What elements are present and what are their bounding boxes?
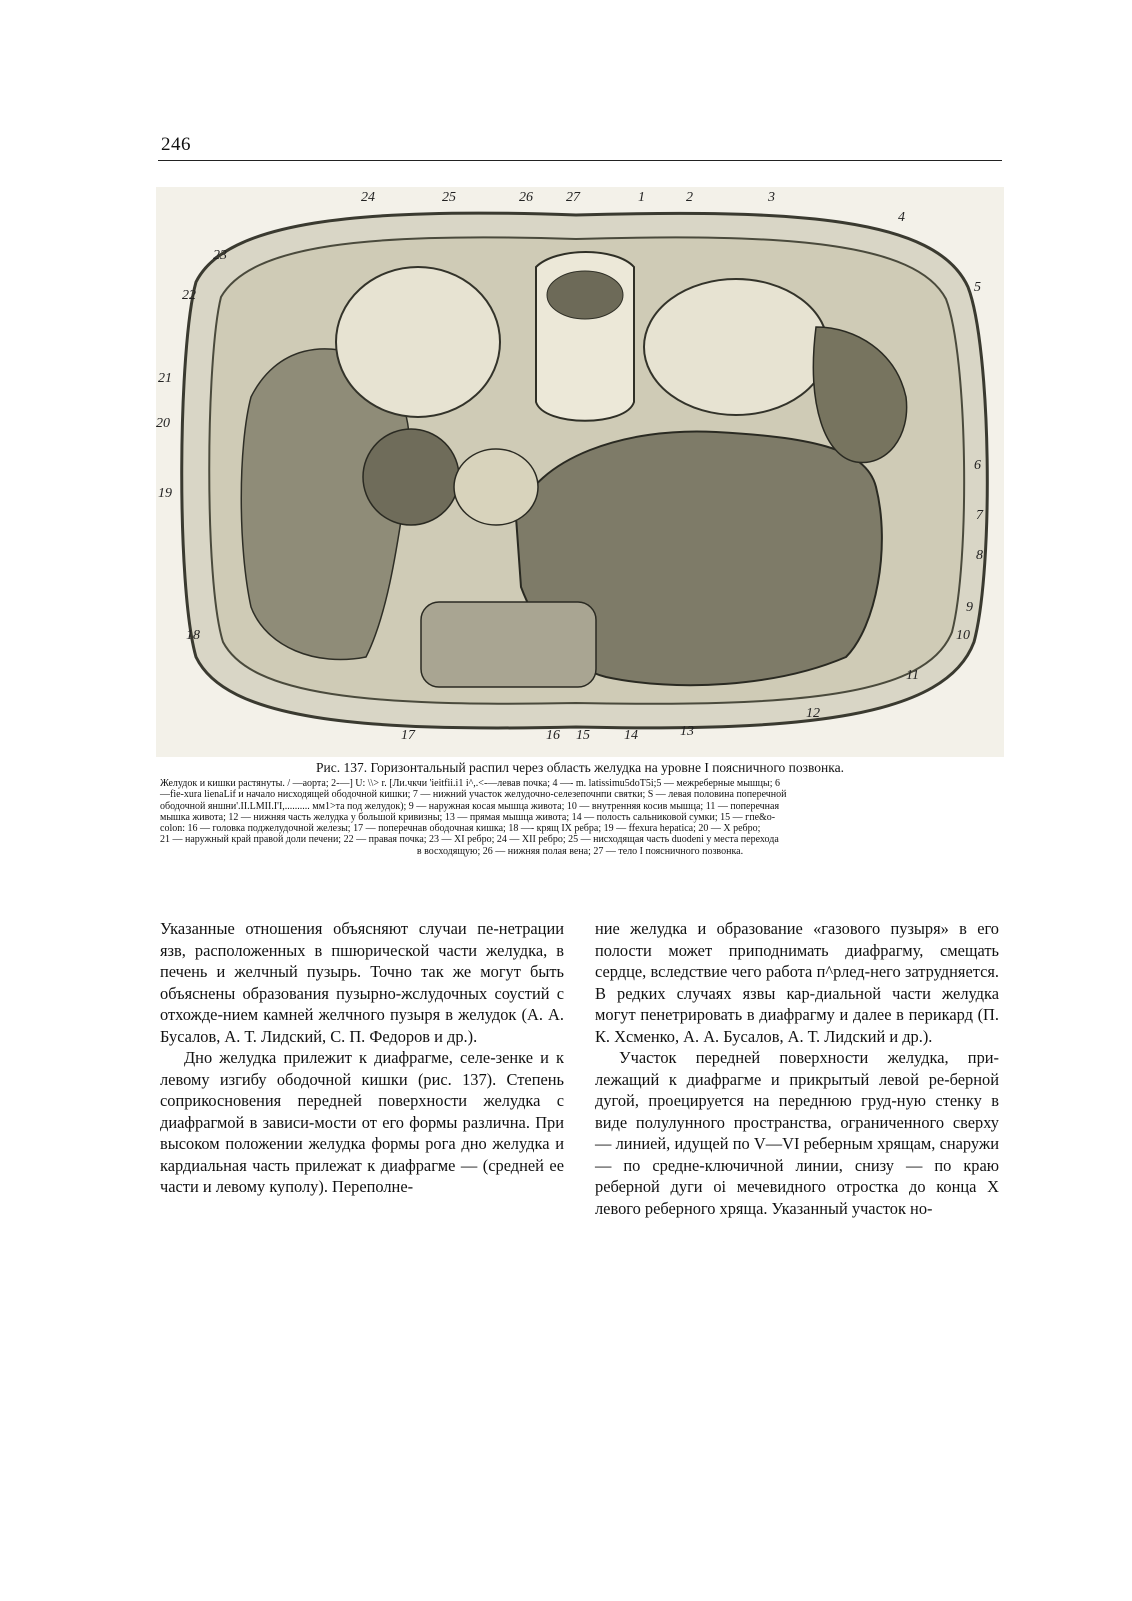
- fig-label-27: 27: [566, 190, 580, 205]
- fig-label-10: 10: [956, 628, 970, 643]
- fig-label-3: 3: [768, 190, 775, 205]
- caption-line: мышка живота; 12 — нижняя часть желудка у большой кривизны; 13 — прямая мышца живота; 14 — полость сальниковой сумки; 15 — гпе&о-: [160, 811, 776, 823]
- fig-label-18: 18: [186, 628, 200, 643]
- caption-line: ободочной яншни'.II.LMII.I'I,.......... мм1>та под желудок); 9 — наружная косая мышца живота; 10 — внутренняя косив мышца; 11 — поперечная: [160, 800, 780, 812]
- fig-label-7: 7: [976, 508, 983, 523]
- caption-line: в восходящую; 26 — нижняя полая вена; 27 — тело I поясничного позвонка.: [416, 845, 744, 857]
- paragraph: Участок передней поверхности желудка, при-лежащий к диафрагме и прикрытый левой ре-берной дугой, проецируется на переднюю груд-ную стенку в виде полулунного пространства, ограниченного сверху — линией, идущей по V—VI реберным хрящам, снаружи — по средне-ключичной линии, снизу — по краю реберной дуги оі мечевидного отростка до конца X левого реберного хряща. Указанный участок но-: [595, 1048, 999, 1218]
- fig-label-23: 23: [213, 248, 227, 263]
- fig-label-26: 26: [519, 190, 533, 205]
- fig-label-4: 4: [898, 210, 905, 225]
- header-rule: [158, 160, 1002, 161]
- caption-line: —fie-xura lienaLif и начало нисходящей ободочной кишки; 7 — нижний участок желудочно-селезепочнпи святки; S — левая половина поперечной: [160, 789, 787, 801]
- fig-label-21: 21: [158, 371, 172, 386]
- figure-caption-title: Рис. 137. Горизонтальный распил через область желудка на уровне I поясничного позвонка.: [316, 760, 844, 775]
- fig-label-22: 22: [182, 288, 196, 303]
- paragraph: Указанные отношения объясняют случаи пе-нетрации язв, расположенных в пшюрической части желудка, в печень и желчный пузырь. Точно так же могут быть объяснены образования пузырно-жслудочных соустий с отхожде-нием камней желчного пузыря в желудок (А. А. Бусалов, А. Т. Лидский, С. П. Федоров и др.).: [160, 919, 564, 1046]
- fig-label-5: 5: [974, 280, 981, 295]
- fig-label-11: 11: [906, 668, 919, 683]
- transverse-colon: [421, 602, 596, 687]
- fig-label-25: 25: [442, 190, 456, 205]
- fig-label-9: 9: [966, 600, 973, 615]
- page-number: 246: [161, 134, 191, 155]
- pancreas-head: [454, 449, 538, 525]
- fig-label-19: 19: [158, 486, 172, 501]
- caption-line: Желудок и кишки растянуты. / —аорта; 2-—] U: \\> r. [Ли.чкчи 'ieitfii.i1 i^,.<-—левав почка; 4 —- m. latissimu5doT5i;5 — межреберные мышцы; 6: [160, 778, 780, 789]
- cross-section-illustration: [156, 187, 1004, 757]
- anatomical-figure: [156, 187, 1004, 757]
- spinal-canal: [547, 271, 623, 319]
- text-column-left: [160, 918, 564, 1198]
- fig-label-14: 14: [624, 728, 638, 743]
- fig-label-12: 12: [806, 706, 820, 721]
- text-column-right: [595, 918, 999, 1219]
- fig-label-8: 8: [976, 548, 983, 563]
- left-kidney: [644, 279, 828, 415]
- paragraph: Дно желудка прилежит к диафрагме, селе-зенке и к левому изгибу ободочной кишки (рис. 137). Степень соприкосновения передней поверхности желудка с диафрагмой в зависи-мости от его формы различна. При высоком положении желудка формы рога дно желудка и кардиальная часть прилежат к диафрагме — (средней ее части и левому куполу). Переполне-: [160, 1048, 564, 1196]
- fig-label-13: 13: [680, 724, 694, 739]
- fig-label-24: 24: [361, 190, 375, 205]
- duodenum: [363, 429, 459, 525]
- paragraph: ние желудка и образование «газового пузыря» в его полости может приподнимать диафрагму, смещать сердце, вследствие чего работа п^рлед-него затрудняется. В редких случаях язвы кар-диальной части желудка могут пенетрировать в диафрагму и далее в перикард (П. К. Хсменко, А. А. Бусалов, А. Т. Лидский и др.).: [595, 919, 999, 1046]
- fig-label-20: 20: [156, 416, 170, 431]
- fig-label-2: 2: [686, 190, 693, 205]
- fig-label-6: 6: [974, 458, 981, 473]
- fig-label-16: 16: [546, 728, 560, 743]
- fig-label-15: 15: [576, 728, 590, 743]
- caption-line: colon: 16 — головка поджелудочной железы; 17 — поперечнав ободочная кишка; 18 —- крящ IX ребра; 19 — ffexura hepatica; 20 — X ребро;: [160, 823, 761, 835]
- fig-label-17: 17: [401, 728, 415, 743]
- caption-line: 21 — наружный край правой доли печени; 22 — правая почка; 23 — XI ребро; 24 — XII ребро; 25 — нисходящая часть duodeni у места перехода: [160, 834, 779, 846]
- right-kidney: [336, 267, 500, 417]
- figure-caption-body: [160, 778, 1000, 857]
- fig-label-1: 1: [638, 190, 645, 205]
